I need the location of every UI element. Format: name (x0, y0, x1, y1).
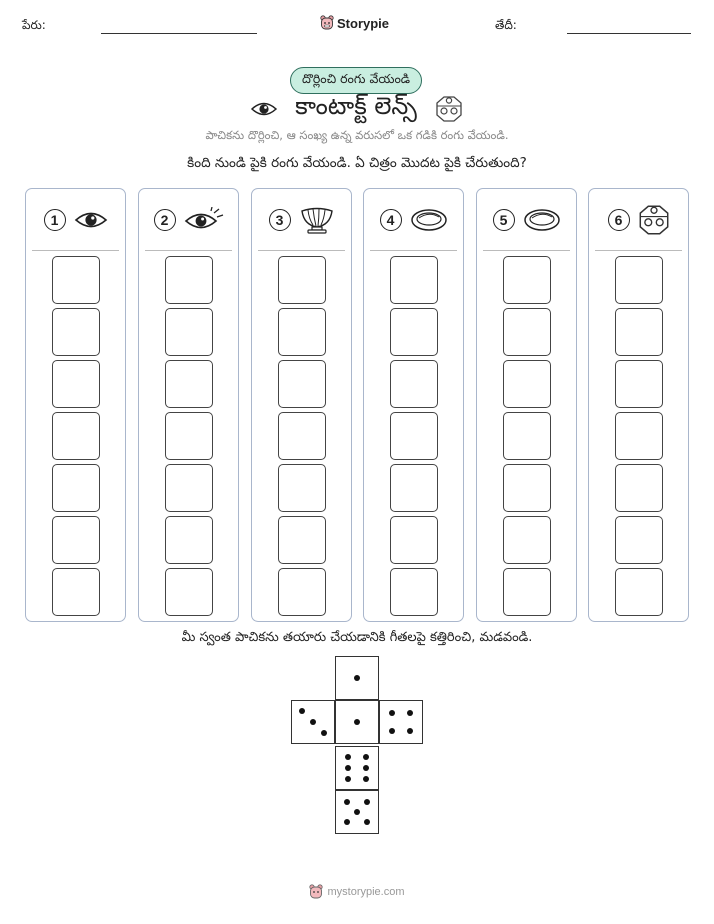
color-box[interactable] (165, 412, 213, 460)
bowl-ribbed-icon (299, 205, 335, 235)
color-box[interactable] (165, 568, 213, 616)
color-box[interactable] (52, 256, 100, 304)
lens-dish-icon (523, 207, 561, 233)
lens-dish-icon (410, 207, 448, 233)
color-box[interactable] (278, 568, 326, 616)
color-box[interactable] (503, 464, 551, 512)
color-box[interactable] (615, 360, 663, 408)
color-box[interactable] (278, 464, 326, 512)
color-box[interactable] (165, 516, 213, 564)
color-box[interactable] (165, 360, 213, 408)
color-box[interactable] (390, 464, 438, 512)
color-box[interactable] (52, 516, 100, 564)
column-number: 2 (154, 209, 176, 231)
pip (345, 754, 351, 760)
color-box[interactable] (52, 464, 100, 512)
color-box[interactable] (165, 256, 213, 304)
pip (364, 819, 370, 825)
column-6 (588, 188, 689, 622)
pip (299, 708, 305, 714)
color-box[interactable] (390, 412, 438, 460)
eye-icon (251, 100, 277, 118)
footer (0, 884, 714, 900)
column-header (252, 203, 351, 237)
color-box[interactable] (615, 516, 663, 564)
pip (364, 799, 370, 805)
color-box[interactable] (52, 360, 100, 408)
pip (310, 719, 316, 725)
title-row (0, 92, 714, 126)
color-box[interactable] (615, 464, 663, 512)
die-face-1[interactable] (335, 700, 379, 744)
pip (354, 809, 360, 815)
brand-logo (320, 12, 400, 34)
color-box[interactable] (615, 256, 663, 304)
color-box[interactable] (278, 256, 326, 304)
pip (389, 710, 395, 716)
color-box[interactable] (615, 568, 663, 616)
die-face-3[interactable] (291, 700, 335, 744)
color-box[interactable] (52, 308, 100, 356)
date-label: తేదీ: (495, 18, 517, 32)
column-4 (363, 188, 464, 622)
column-divider (258, 250, 345, 251)
pip (344, 819, 350, 825)
color-box[interactable] (615, 412, 663, 460)
color-box[interactable] (503, 360, 551, 408)
color-box[interactable] (278, 360, 326, 408)
color-box[interactable] (503, 516, 551, 564)
column-divider (32, 250, 119, 251)
column-header (26, 203, 125, 237)
date-line[interactable] (567, 33, 691, 34)
color-box[interactable] (278, 412, 326, 460)
column-3 (251, 188, 352, 622)
column-1 (25, 188, 126, 622)
lens-case-icon (435, 95, 463, 123)
color-box[interactable] (390, 568, 438, 616)
name-label: పేరు: (22, 18, 46, 32)
pip (345, 776, 351, 782)
pip (363, 765, 369, 771)
color-box[interactable] (52, 568, 100, 616)
color-box[interactable] (165, 464, 213, 512)
instruction: కింది నుండి పైకి రంగు వేయండి. ఏ చిత్రం మొదట పైకి చేరుతుంది? (187, 155, 527, 171)
footer-url: mystorypie.com (327, 886, 405, 898)
color-box[interactable] (503, 308, 551, 356)
pip (354, 719, 360, 725)
color-box[interactable] (503, 568, 551, 616)
column-number: 5 (493, 209, 515, 231)
color-box[interactable] (390, 360, 438, 408)
color-box[interactable] (390, 308, 438, 356)
column-header (589, 203, 688, 237)
eye-sparkle-icon (184, 207, 224, 233)
column-header (364, 203, 463, 237)
eye-icon (74, 209, 108, 231)
column-divider (595, 250, 682, 251)
page-title: కాంటాక్ట్ లెన్స్ (295, 92, 417, 120)
pip (354, 675, 360, 681)
pip (389, 728, 395, 734)
die-face-6[interactable] (335, 746, 379, 790)
column-number: 4 (380, 209, 402, 231)
pip (345, 765, 351, 771)
storypie-mascot-icon (320, 15, 334, 31)
die-face-1[interactable] (335, 656, 379, 700)
roll-and-color-badge: దొర్లించి రంగు వేయండి (290, 67, 422, 94)
column-number: 3 (269, 209, 291, 231)
brand-name: Storypie (337, 15, 390, 31)
color-box[interactable] (165, 308, 213, 356)
color-box[interactable] (503, 412, 551, 460)
subtitle: పాచికను దొర్లించి, ఆ సంఖ్య ఉన్న వరుసలో ఒక గడికి రంగు వేయండి. (205, 128, 509, 142)
color-box[interactable] (278, 308, 326, 356)
color-box[interactable] (278, 516, 326, 564)
lens-case-icon (638, 204, 670, 236)
pip (363, 776, 369, 782)
column-header (477, 203, 576, 237)
die-face-5[interactable] (335, 790, 379, 834)
column-divider (145, 250, 232, 251)
color-box[interactable] (503, 256, 551, 304)
color-box[interactable] (390, 256, 438, 304)
column-divider (483, 250, 570, 251)
pip (407, 710, 413, 716)
column-header (139, 203, 238, 237)
die-net-instruction: మీ స్వంత పాచికను తయారు చేయడానికి గీతలపై కత్తిరించి, మడవండి. (181, 630, 533, 645)
column-2 (138, 188, 239, 622)
column-5 (476, 188, 577, 622)
storypie-mascot-icon (309, 884, 323, 900)
color-box[interactable] (52, 412, 100, 460)
name-line[interactable] (101, 33, 257, 34)
column-number: 1 (44, 209, 66, 231)
pip (321, 730, 327, 736)
die-face-4[interactable] (379, 700, 423, 744)
color-box[interactable] (390, 516, 438, 564)
pip (344, 799, 350, 805)
column-divider (370, 250, 457, 251)
column-number: 6 (608, 209, 630, 231)
color-box[interactable] (615, 308, 663, 356)
pip (407, 728, 413, 734)
pip (363, 754, 369, 760)
